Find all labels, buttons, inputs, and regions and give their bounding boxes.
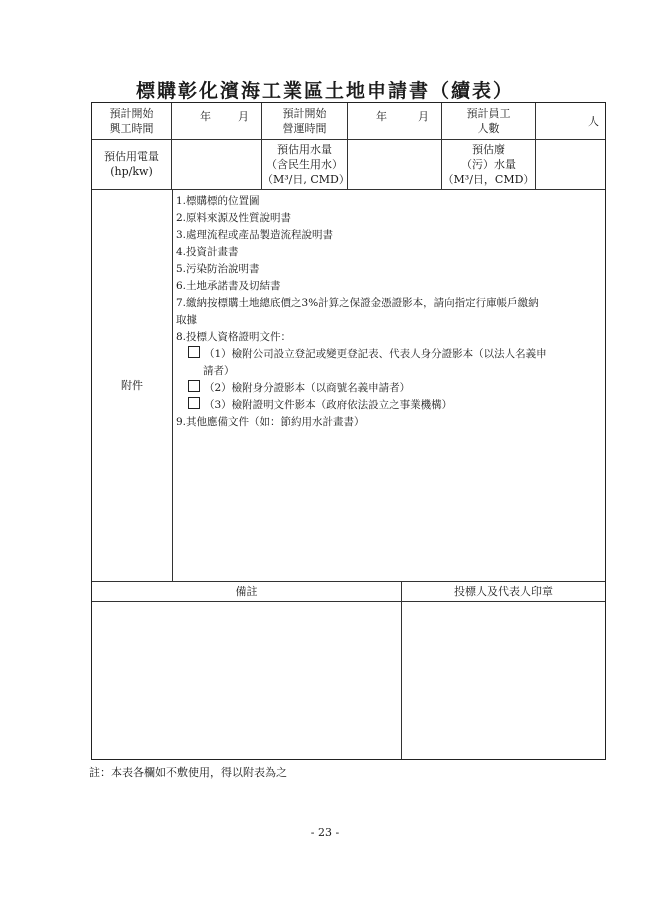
utility-row (92, 139, 605, 190)
remarks-field[interactable] (92, 601, 402, 759)
seal-header: 投標人及代表人印章 (454, 585, 553, 598)
form-title: 標購彰化濱海工業區土地申請書（續表） (135, 80, 514, 102)
attachment-item-continued: 請者） (203, 365, 235, 377)
attachment-item: 3.處理流程或產品製造流程說明書 (176, 229, 334, 241)
qualification-option-firm: （2）檢附身分證影本（以商號名義申請者） (176, 380, 601, 397)
qualification-option-company: （1）檢附公司設立登記或變更登記表、代表人身分證影本（以法人名義申 (176, 346, 601, 363)
company-checkbox[interactable] (188, 346, 200, 358)
schedule-row (92, 103, 605, 140)
attachment-item: 1.標購標的位置圖 (176, 195, 260, 207)
wastewater-label: 預估廢 （污）水量 （M³/日，CMD） (442, 139, 536, 189)
government-checkbox[interactable] (188, 397, 200, 409)
start-construction-field[interactable]: 年 月 (172, 103, 262, 139)
start-operation-field[interactable]: 年 月 (348, 103, 442, 139)
attachments-label: 附件 (92, 189, 173, 581)
employees-label: 預計員工 人數 (442, 103, 536, 139)
remarks-header-row (92, 581, 605, 602)
employees-field[interactable]: 人 (588, 114, 599, 128)
attachment-item: 取據 (176, 314, 197, 326)
attachments-list (176, 193, 601, 431)
attachment-item: 7.繳納按標購土地總底價之3%計算之保證金憑證影本，請向指定行庫帳戶繳納 (176, 297, 539, 309)
start-operation-label: 預計開始 營運時間 (262, 103, 348, 139)
page-number: - 23 - (310, 826, 340, 839)
remarks-header: 備註 (92, 581, 402, 601)
electricity-field[interactable] (172, 139, 262, 189)
application-form-table (91, 102, 606, 760)
footnote: 註：本表各欄如不敷使用，得以附表為之 (89, 766, 287, 779)
qualification-option-government: （3）檢附證明文件影本（政府依法設立之事業機構） (176, 397, 601, 414)
wastewater-field[interactable] (536, 139, 605, 189)
water-label: 預估用水量 （含民生用水） （M³/日, CMD） (262, 139, 348, 189)
attachment-item: 6.土地承諾書及切結書 (176, 280, 281, 292)
remarks-body-row (92, 601, 605, 759)
attachment-item: 5.污染防治說明書 (176, 263, 260, 275)
attachment-item: 9.其他應備文件（如：節約用水計畫書） (176, 416, 365, 428)
start-construction-label: 預計開始 興工時間 (92, 103, 172, 139)
attachment-item: 2.原料來源及性質說明書 (176, 212, 292, 224)
water-field[interactable] (348, 139, 442, 189)
electricity-label: 預估用電量 (hp/kw) (92, 139, 172, 189)
attachment-item: 4.投資計畫書 (176, 246, 239, 258)
firm-checkbox[interactable] (188, 380, 200, 392)
seal-field[interactable] (402, 601, 605, 759)
attachment-item: 8.投標人資格證明文件： (176, 331, 292, 343)
attachments-row (92, 189, 605, 582)
